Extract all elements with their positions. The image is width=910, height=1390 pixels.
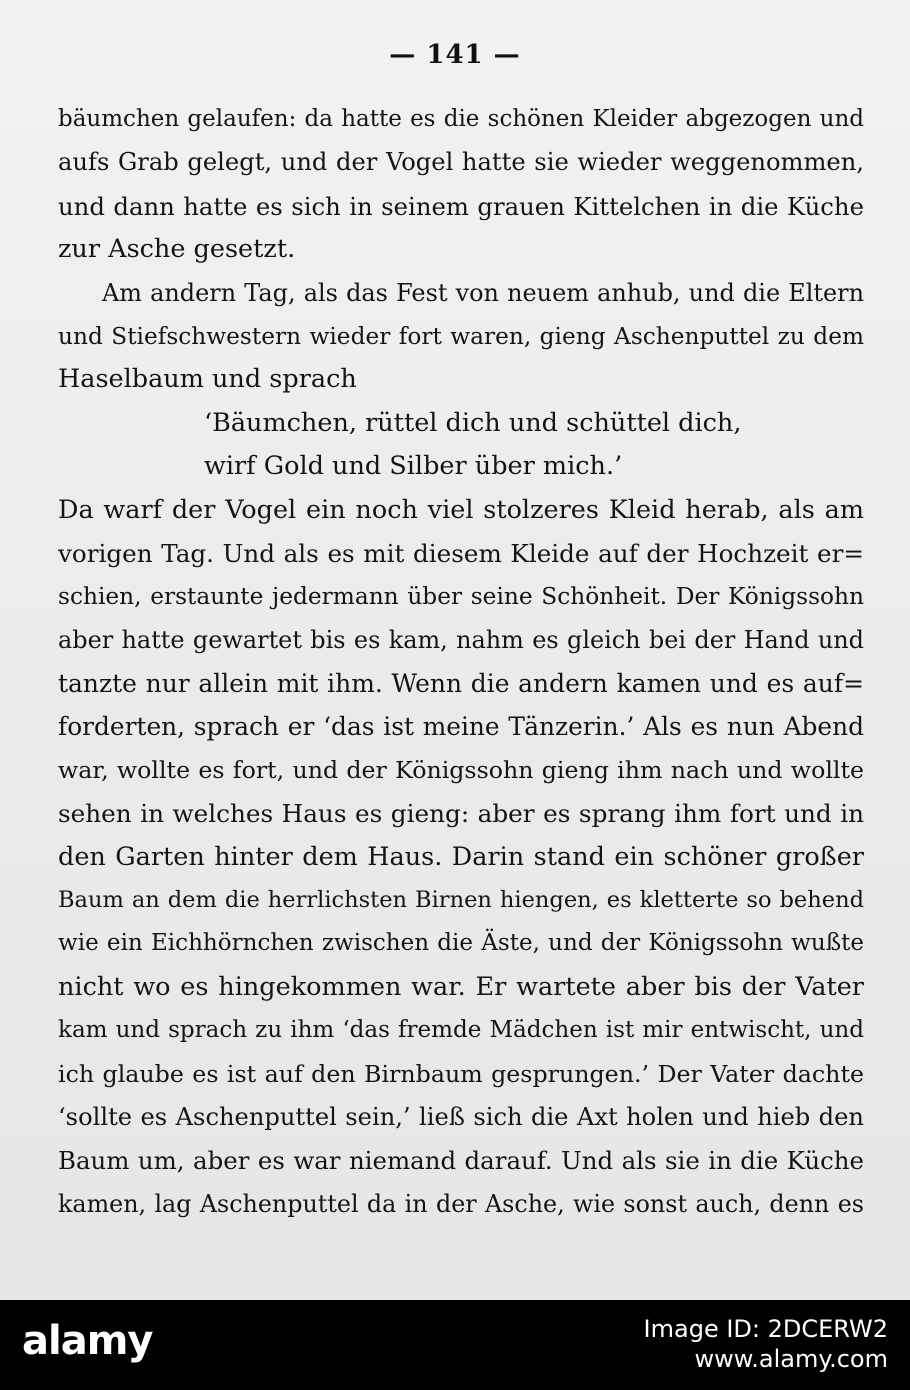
text-line: tanzte nur allein mit ihm. Wenn die andern kamen und es auf=: [58, 669, 864, 699]
image-id: Image ID: 2DCERW2: [643, 1315, 888, 1343]
text-line: Da warf der Vogel ein noch viel stolzeres Kleid herab, als am: [58, 494, 864, 525]
alamy-logo: alamy: [22, 1318, 153, 1364]
text-line: Haselbaum und sprach: [58, 364, 357, 395]
page-text: [58, 98, 864, 1226]
text-line: nicht wo es hingekommen war. Er wartete aber bis der Vater: [58, 971, 864, 1002]
text-line: Baum um, aber es war niemand darauf. Und als sie in die Küche: [58, 1146, 864, 1176]
text-line: vorigen Tag. Und als es mit diesem Kleide auf der Hochzeit er=: [58, 538, 864, 568]
text-line: kam und sprach zu ihm ‘das fremde Mädchen ist mir entwischt, und: [58, 1017, 864, 1044]
text-line: sehen in welches Haus es gieng: aber es sprang ihm fort und in: [58, 799, 864, 829]
text-line: schien, erstaunte jedermann über seine Schönheit. Der Königssohn: [58, 583, 864, 611]
text-line: zur Asche gesetzt.: [58, 234, 296, 265]
text-line: Am andern Tag, als das Fest von neuem anhub, und die Eltern: [102, 278, 864, 307]
text-line: und dann hatte es sich in seinem grauen Kittelchen in die Küche: [58, 191, 864, 221]
text-line: aufs Grab gelegt, und der Vogel hatte sie wieder weggenommen,: [58, 148, 864, 177]
text-line: bäumchen gelaufen: da hatte es die schönen Kleider abgezogen und: [58, 106, 864, 132]
footer-info: [644, 1314, 888, 1374]
text-line: wie ein Eichhörnchen zwischen die Äste, und der Königssohn wußte: [58, 930, 864, 957]
verse-line: wirf Gold und Silber über mich.’: [204, 451, 623, 482]
footer-url: www.alamy.com: [694, 1345, 888, 1373]
text-line: forderten, sprach er ‘das ist meine Tänzerin.’ Als es nun Abend: [58, 712, 864, 742]
page-number: — 141 —: [389, 40, 521, 70]
text-line: den Garten hinter dem Haus. Darin stand ein schöner großer: [58, 841, 864, 872]
text-line: kamen, lag Aschenputtel da in der Asche, wie sonst auch, denn es: [58, 1189, 864, 1218]
verse-line: ‘Bäumchen, rüttel dich und schüttel dich,: [204, 407, 742, 438]
text-line: war, wollte es fort, und der Königssohn gieng ihm nach und wollte: [58, 755, 864, 784]
stock-footer-bar: [0, 1300, 910, 1390]
text-line: Baum an dem die herrlichsten Birnen hiengen, es kletterte so behend: [58, 887, 864, 914]
text-line: ‘sollte es Aschenputtel sein,’ ließ sich die Axt holen und hieb den: [58, 1102, 864, 1131]
text-line: aber hatte gewartet bis es kam, nahm es gleich bei der Hand und: [58, 625, 864, 654]
text-line: und Stiefschwestern wieder fort waren, gieng Aschenputtel zu dem: [58, 322, 864, 350]
text-line: ich glaube es ist auf den Birnbaum gesprungen.’ Der Vater dachte: [58, 1059, 864, 1088]
